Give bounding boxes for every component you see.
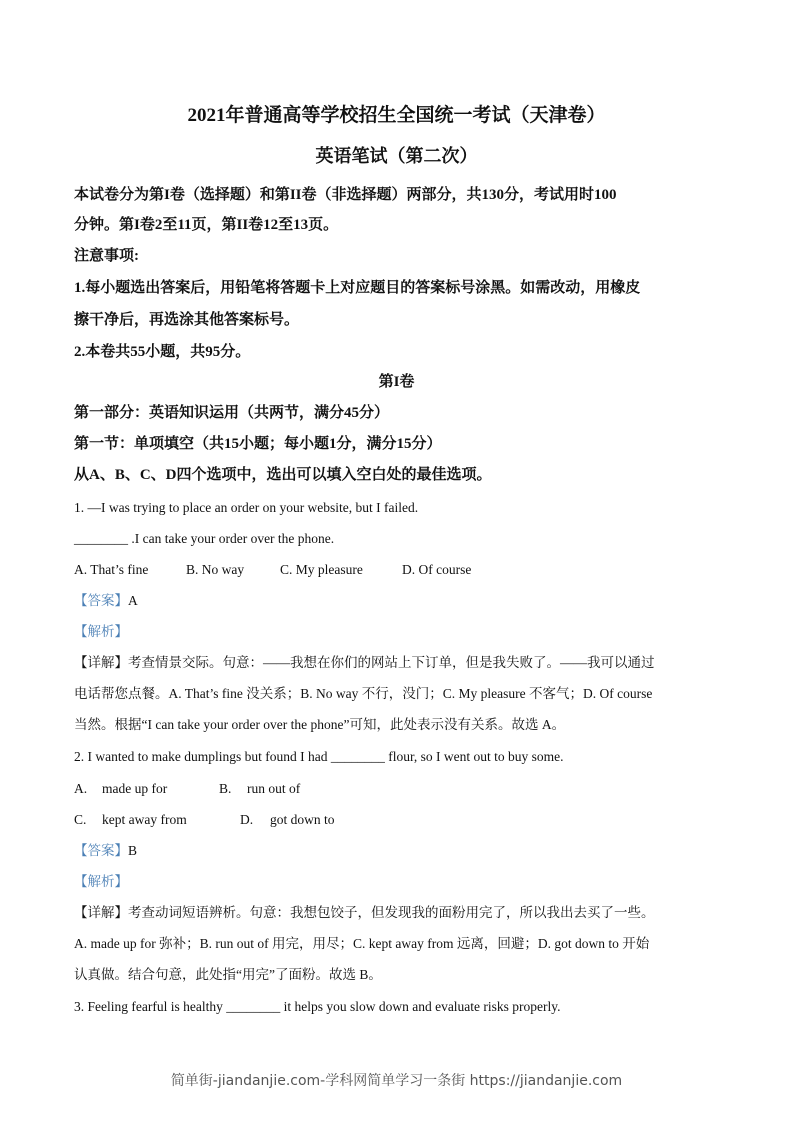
notice-line: 1.每小题选出答案后，用铅笔将答题卡上对应题目的答案标号涂黑。如需改动，用橡皮 [74,280,641,296]
detail-line: 认真做。结合句意，此处指“用完”了面粉。故选 B。 [74,967,382,982]
analysis-tag: 【解析】 [74,874,128,889]
option-a: A. That’s fine [74,562,149,577]
option-d: D. Of course [402,562,472,577]
notice-heading: 注意事项: [74,248,139,264]
doc-title: 2021年普通高等学校招生全国统一考试（天津卷） [187,105,606,126]
option-d: got down to [270,812,335,827]
section-heading: 第一节：单项填空（共15小题；每小题1分，满分15分） [74,436,442,452]
detail-line: A. made up for 弥补；B. run out of 用完，用尽；C. kept away from 远离，回避；D. got down to 开始 [74,936,650,951]
option-letter: B. [219,781,232,796]
question-1-line: 1. —I was trying to place an order on your website, but I failed. [74,500,419,515]
option-c: kept away from [102,812,187,827]
option-letter: D. [240,812,254,827]
detail-line: 当然。根据“I can take your order over the phone”可知，此处表示没有关系。故选 A。 [74,717,566,732]
notice-line: 2.本卷共55小题，共95分。 [74,344,251,360]
question-2-line: 2. I wanted to make dumplings but found I had ________ flour, so I went out to buy some. [74,749,564,764]
detail-text: 考查情景交际。句意：——我想在你们的网站上下订单，但是我失败了。——我可以通过 [128,655,655,670]
question-3-line: 3. Feeling fearful is healthy ________ it helps you slow down and evaluate risks properly. [74,999,561,1014]
notice-line: 擦干净后，再选涂其他答案标号。 [74,312,300,328]
option-letter: A. [74,781,88,796]
detail-text: 考查动词短语辨析。句意：我想包饺子，但发现我的面粉用完了，所以我出去买了一些。 [128,905,655,920]
detail-line [74,653,655,673]
option-c: C. My pleasure [280,562,363,577]
answer-line [74,591,138,611]
detail-tag: 【详解】 [74,905,128,920]
detail-tag: 【详解】 [74,655,128,670]
intro-line: 本试卷分为第I卷（选择题）和第II卷（非选择题）两部分，共130分，考试用时100 [74,187,617,203]
option-b: B. No way [186,562,245,577]
option-b: run out of [247,781,301,796]
analysis-tag: 【解析】 [74,624,128,639]
detail-line [74,903,655,923]
answer-tag: 【答案】 [74,593,128,608]
footer-watermark: 简单街-jiandanjie.com-学科网简单学习一条街 https://jiandanjie.com [170,1073,623,1089]
intro-line: 分钟。第I卷2至11页，第II卷12至13页。 [74,217,339,233]
option-letter: C. [74,812,87,827]
option-a: made up for [102,781,168,796]
answer-value: B [128,843,138,858]
instruction: 从A、B、C、D四个选项中，选出可以填入空白处的最佳选项。 [74,467,492,483]
part-heading: 第一部分：英语知识运用（共两节，满分45分） [74,405,390,421]
question-1-options [74,560,471,580]
question-1-line: ________ .I can take your order over the phone. [74,531,335,546]
detail-line: 电话帮您点餐。A. That’s fine 没关系；B. No way 不行，没门；C. My pleasure 不客气；D. Of course [74,686,653,701]
question-2-options-row [74,810,335,830]
answer-tag: 【答案】 [74,843,128,858]
doc-subtitle: 英语笔试（第二次） [315,146,478,166]
question-2-options-row [74,779,300,799]
volume-heading: 第I卷 [378,374,415,390]
answer-line [74,841,137,861]
answer-value: A [128,593,138,608]
